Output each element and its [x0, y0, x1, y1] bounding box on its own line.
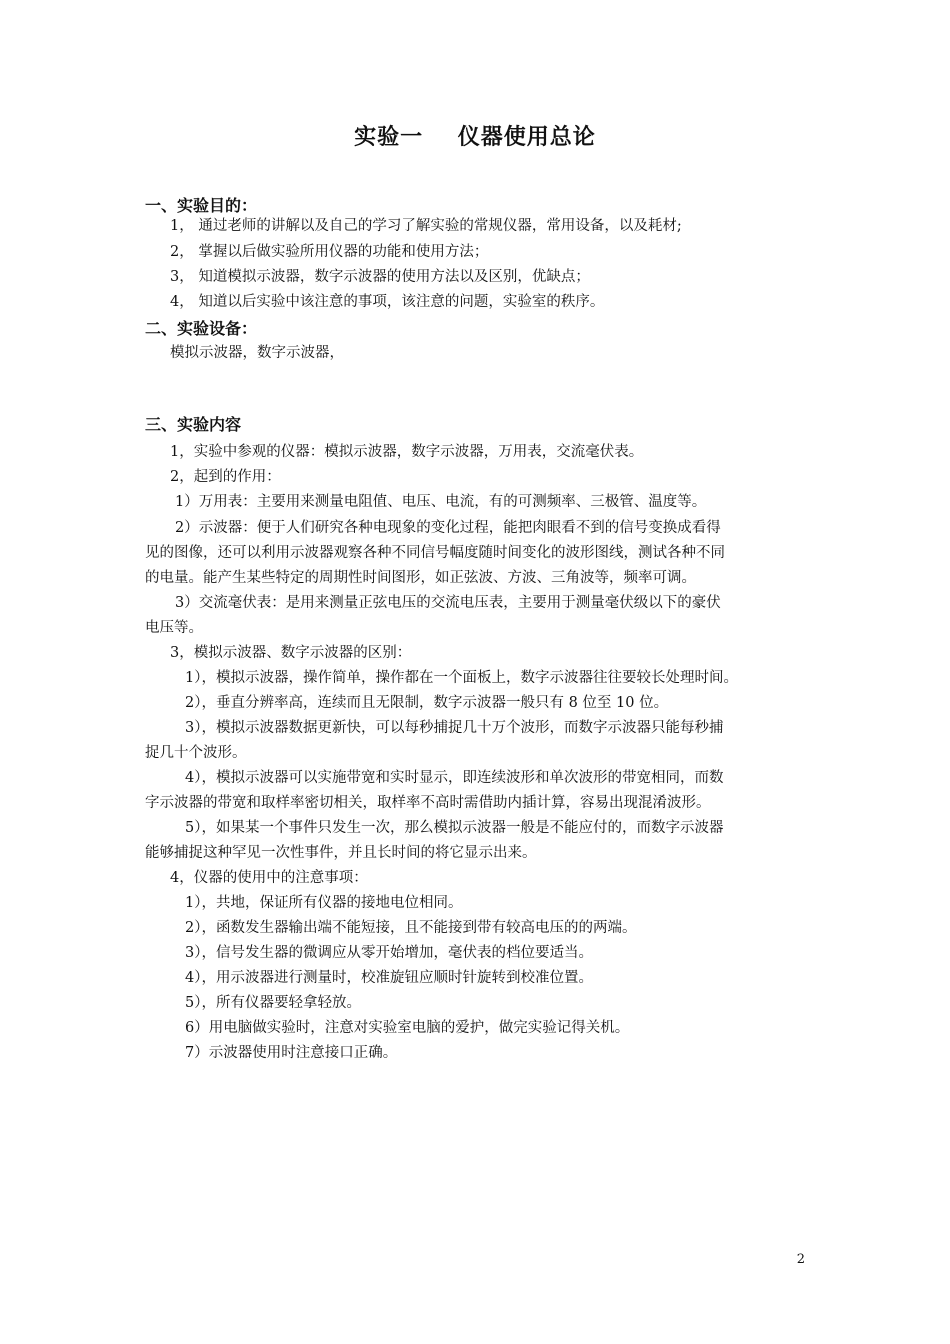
content-line: 1，实验中参观的仪器：模拟示波器，数字示波器，万用表，交流毫伏表。 [170, 444, 644, 460]
content-line: 1），模拟示波器，操作简单，操作都在一个面板上，数字示波器往往要较长处理时间。 [185, 670, 738, 686]
content-line: 4，仪器的使用中的注意事项： [170, 870, 368, 886]
content-line: 1），共地，保证所有仪器的接地电位相同。 [185, 895, 463, 911]
content-line: 2，起到的作用： [170, 469, 281, 485]
content-line: 1）万用表：主要用来测量电阻值、电压、电流，有的可测频率、三极管、温度等。 [175, 494, 707, 510]
content-line: 3）交流毫伏表：是用来测量正弦电压的交流电压表，主要用于测量毫伏级以下的豪伏 [175, 595, 721, 611]
objective-item: 1， 通过老师的讲解以及自己的学习了解实验的常规仪器，常用设备，以及耗材; [170, 218, 682, 234]
section-heading-objectives: 一、实验目的： [145, 196, 258, 215]
content-line: 的电量。能产生某些特定的周期性时间图形，如正弦波、方波、三角波等，频率可调。 [145, 570, 696, 586]
page-number: 2 [796, 1252, 805, 1267]
equipment-text: 模拟示波器，数字示波器， [170, 345, 344, 361]
content-line: 2）示波器：便于人们研究各种电现象的变化过程，能把肉眼看不到的信号变换成看得 [175, 520, 721, 536]
objective-item: 3， 知道模拟示波器，数字示波器的使用方法以及区别，优缺点； [170, 269, 590, 285]
content-line: 7）示波器使用时注意接口正确。 [185, 1045, 398, 1061]
content-line: 5），所有仪器要轻拿轻放。 [185, 995, 361, 1011]
content-line: 3），模拟示波器数据更新快，可以每秒捕捉几十万个波形，而数字示波器只能每秒捕 [185, 720, 724, 736]
content-line: 4），用示波器进行测量时，校准旋钮应顺时针旋转到校准位置。 [185, 970, 593, 986]
content-line: 捉几十个波形。 [145, 745, 247, 761]
content-line: 5），如果某一个事件只发生一次，那么模拟示波器一般是不能应付的，而数字示波器 [185, 820, 724, 836]
objective-item: 4， 知道以后实验中该注意的事项，该注意的问题，实验室的秩序。 [170, 294, 605, 310]
objective-item: 2， 掌握以后做实验所用仪器的功能和使用方法； [170, 244, 489, 260]
page-title: 实验一 仪器使用总论 [354, 125, 596, 150]
content-line: 3，模拟示波器、数字示波器的区别： [170, 645, 412, 661]
content-line: 2），垂直分辨率高，连续而且无限制，数字示波器一般只有 8 位至 10 位。 [185, 695, 669, 711]
content-line: 电压等。 [145, 620, 203, 636]
content-line: 3），信号发生器的微调应从零开始增加，毫伏表的档位要适当。 [185, 945, 593, 961]
content-line: 6）用电脑做实验时，注意对实验室电脑的爱护，做完实验记得关机。 [185, 1020, 630, 1036]
content-line: 2），函数发生器输出端不能短接，且不能接到带有较高电压的的两端。 [185, 920, 637, 936]
content-line: 字示波器的带宽和取样率密切相关，取样率不高时需借助内插计算，容易出现混淆波形。 [145, 795, 711, 811]
section-heading-equipment: 二、实验设备： [145, 319, 258, 338]
section-heading-content: 三、实验内容 [145, 415, 242, 434]
content-line: 4），模拟示波器可以实施带宽和实时显示，即连续波形和单次波形的带宽相同，而数 [185, 770, 724, 786]
content-line: 见的图像，还可以利用示波器观察各种不同信号幅度随时间变化的波形图线，测试各种不同 [145, 545, 725, 561]
content-line: 能够捕捉这种罕见一次性事件，并且长时间的将它显示出来。 [145, 845, 537, 861]
